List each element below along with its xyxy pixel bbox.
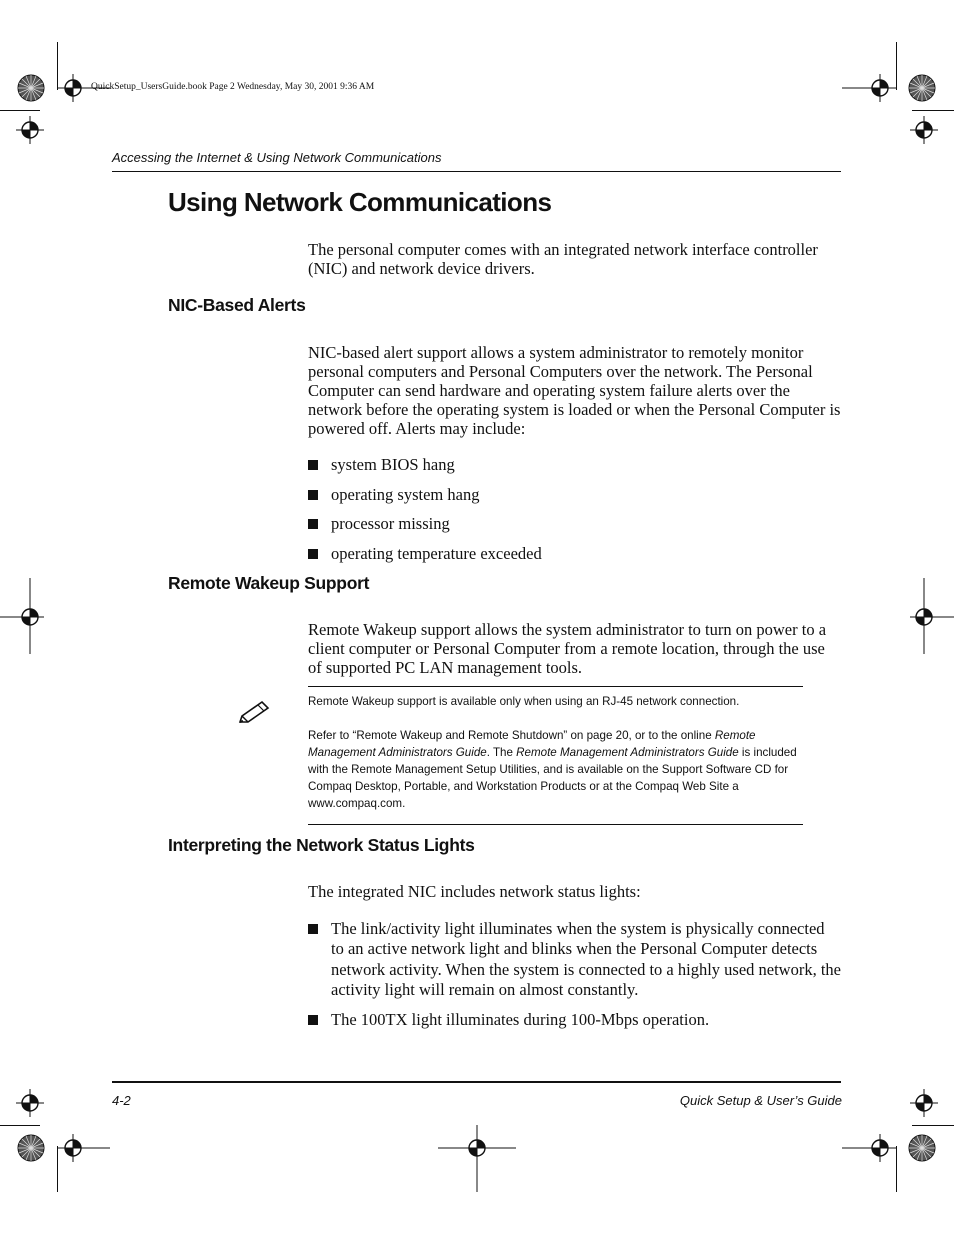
pencil-icon — [236, 700, 272, 726]
note-text-1: Remote Wakeup support is available only when using an RJ-45 network connection. — [308, 695, 740, 708]
bullet-square-icon — [308, 519, 318, 529]
bullet-square-icon — [308, 490, 318, 500]
intro-paragraph: The personal computer comes with an integrated network interface controller (NIC) and network device drivers. — [308, 240, 818, 278]
note-top-rule — [308, 686, 803, 687]
guide-title-italic: Remote Management Administrators Guide — [308, 729, 756, 759]
heading-status-lights: Interpreting the Network Status Lights — [168, 835, 475, 855]
header-rule — [112, 171, 841, 172]
nic-alerts-paragraph: NIC-based alert support allows a system administrator to remotely monitor personal computers and Personal Computers over the network. The Personal Computer can send hardware and operating system failure alerts over the network before the operating system is loaded or when the Personal Computer is powered off. Alerts may include: — [308, 343, 841, 438]
footer-rule — [112, 1081, 841, 1083]
heading-nic-alerts: NIC-Based Alerts — [168, 295, 306, 315]
page-number: 4-2 — [112, 1093, 131, 1108]
book-title: Quick Setup & User’s Guide — [679, 1093, 842, 1108]
list-item: The 100TX light illuminates during 100-Mbps operation. — [308, 1010, 841, 1030]
bullet-square-icon — [308, 549, 318, 559]
list-item: system BIOS hang — [308, 455, 841, 475]
heading-remote-wakeup: Remote Wakeup Support — [168, 573, 370, 593]
page-title: Using Network Communications — [168, 187, 552, 217]
note-text-2: Refer to “Remote Wakeup and Remote Shutdown” on page 20, or to the online Remote Management Administrators Guide. The Remote Management Administrators Guide is included with the Remote Management Setup Utilities, and is available on the Support Software CD for Compaq Desktop, Portable, and Workstation Products or at the Compaq Web Site a www.compaq.com. — [308, 729, 797, 810]
remote-wakeup-paragraph: Remote Wakeup support allows the system administrator to turn on power to a client computer or Personal Computer from a remote location, through the use of supported PC LAN management tools. — [308, 620, 827, 677]
bullet-square-icon — [308, 1015, 318, 1025]
list-item: processor missing — [308, 514, 841, 534]
note-bottom-rule — [308, 824, 803, 825]
guide-title-italic: Remote Management Administrators Guide — [516, 746, 739, 759]
list-item: The link/activity light illuminates when the system is physically connected to an active network light and blinks when the Personal Computer detects network activity. When the system is connected to a highly used network, the activity light will remain on almost constantly. — [308, 919, 841, 1000]
running-header: Accessing the Internet & Using Network Communications — [112, 150, 442, 165]
list-item: operating system hang — [308, 485, 841, 505]
bullet-square-icon — [308, 460, 318, 470]
print-slug: QuickSetup_UsersGuide.book Page 2 Wednesday, May 30, 2001 9:36 AM — [91, 82, 375, 92]
list-item: operating temperature exceeded — [308, 544, 841, 564]
bullet-square-icon — [308, 924, 318, 934]
status-lights-paragraph: The integrated NIC includes network status lights: — [308, 882, 641, 901]
